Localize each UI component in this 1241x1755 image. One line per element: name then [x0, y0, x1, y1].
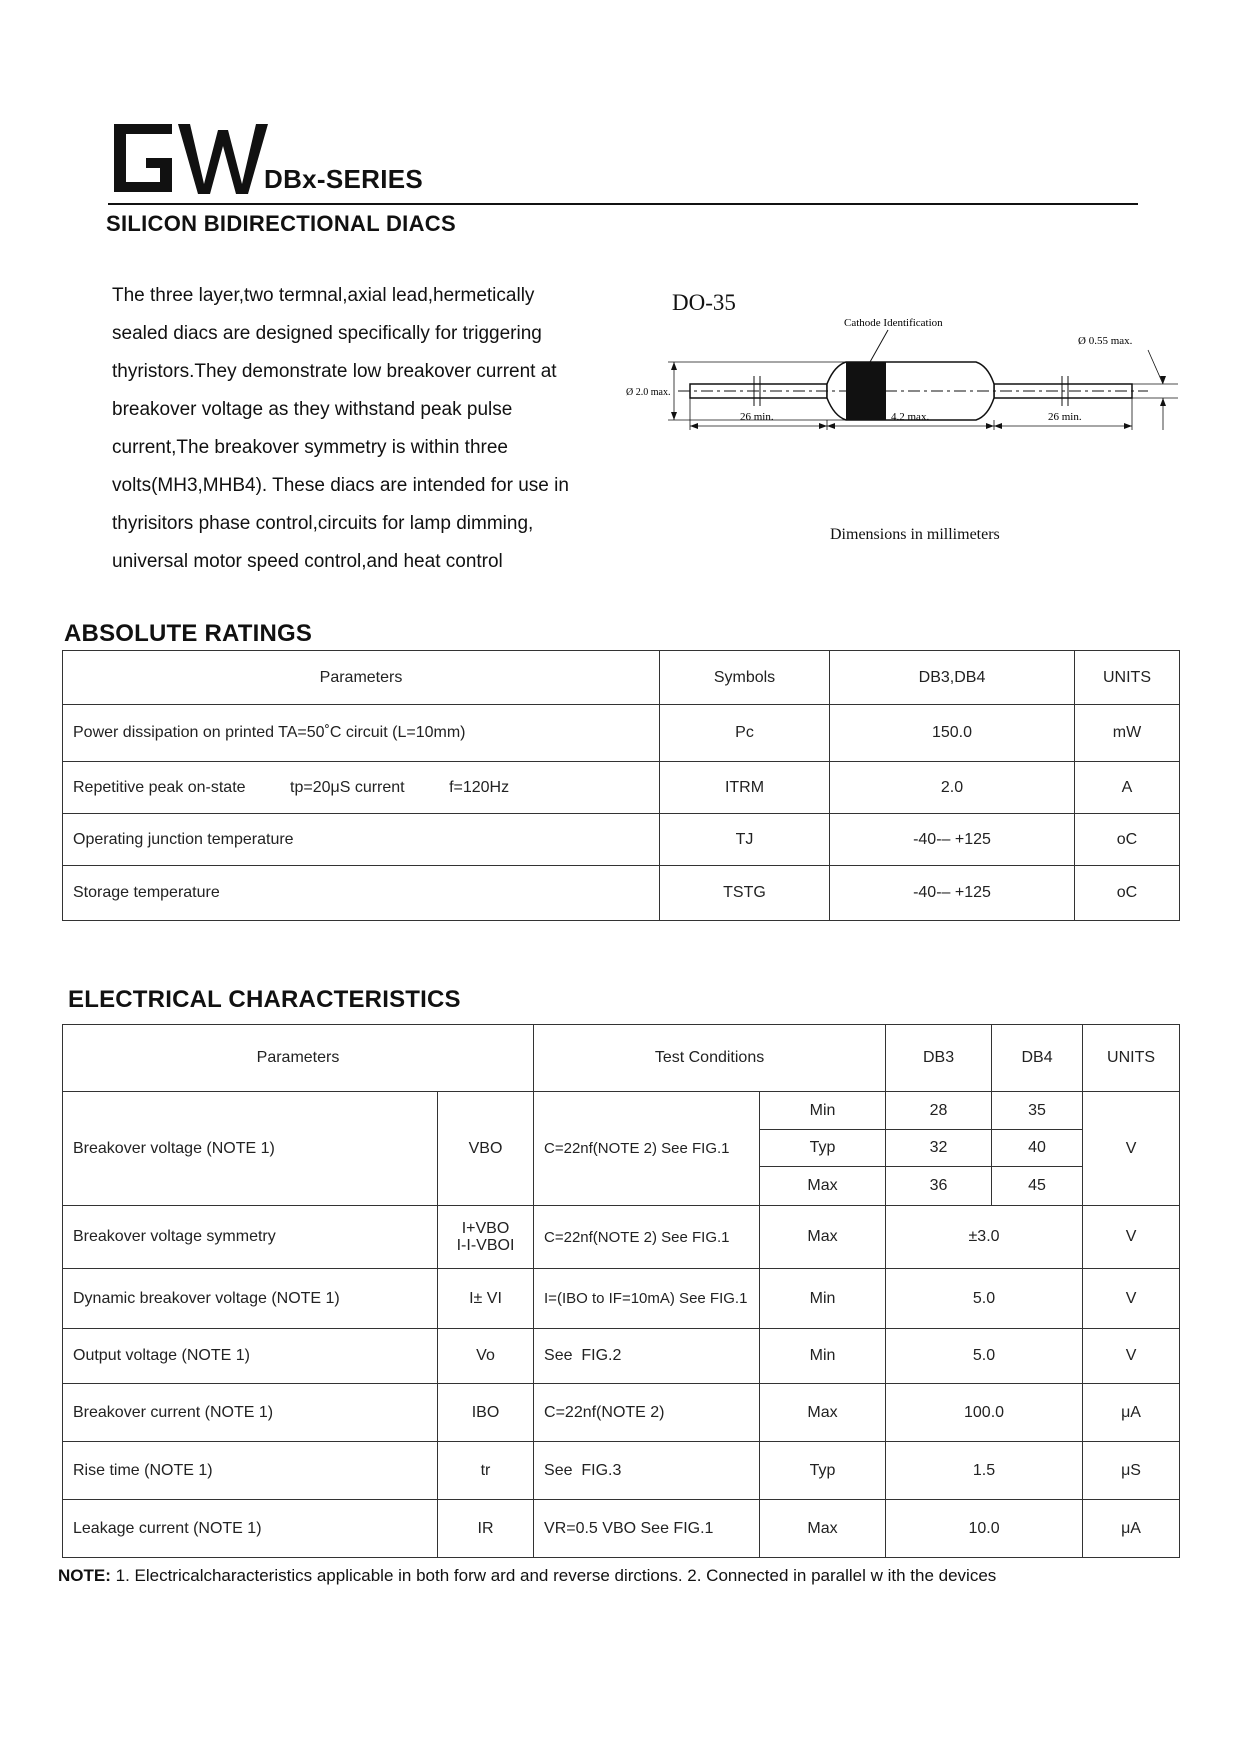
- unit-cell: mW: [1075, 705, 1180, 762]
- lead-diameter: Ø 0.55 max.: [1078, 335, 1133, 347]
- header-units: UNITS: [1075, 651, 1180, 705]
- condition-cell: C=22nf(NOTE 2) See FIG.1: [534, 1206, 760, 1269]
- type-cell: Typ: [760, 1442, 886, 1500]
- intro-line: breakover voltage as they withstand peak pulse: [112, 399, 513, 420]
- condition-cell: C=22nf(NOTE 2): [534, 1384, 760, 1442]
- unit-cell: A: [1075, 762, 1180, 814]
- symbol-cell: VBO: [438, 1092, 534, 1206]
- table-header-row: [63, 651, 1180, 705]
- type-cell: Min: [760, 1329, 886, 1384]
- value-cell: -40-– +125: [830, 866, 1075, 921]
- db3-cell: 36: [886, 1167, 992, 1206]
- intro-line: volts(MH3,MHB4). These diacs are intended for use in: [112, 475, 569, 496]
- electrical-characteristics-title: ELECTRICAL CHARACTERISTICS: [68, 986, 461, 1013]
- lead-length-left: 26 min.: [740, 411, 774, 423]
- condition-cell: I=(IBO to IF=10mA) See FIG.1: [534, 1269, 760, 1329]
- db3-cell: 32: [886, 1130, 992, 1167]
- condition-cell: See FIG.2: [534, 1329, 760, 1384]
- symbol-line: I-I-VBOI: [456, 1237, 515, 1254]
- type-cell: Max: [760, 1167, 886, 1206]
- header-parameters: Parameters: [63, 1025, 534, 1092]
- symbol-cell: tr: [438, 1442, 534, 1500]
- do35-package-diagram: [608, 310, 1188, 500]
- symbol-cell: ITRM: [660, 762, 830, 814]
- table-row: [63, 762, 1180, 814]
- header-units: UNITS: [1083, 1025, 1180, 1092]
- unit-cell: μA: [1083, 1384, 1180, 1442]
- type-cell: Min: [760, 1269, 886, 1329]
- body-diameter: Ø 2.0 max.: [626, 387, 671, 398]
- absolute-ratings-table: [62, 650, 1180, 921]
- symbol-cell: IBO: [438, 1384, 534, 1442]
- header-db3: DB3: [886, 1025, 992, 1092]
- type-cell: Max: [760, 1206, 886, 1269]
- symbol-line: I+VBO: [461, 1220, 510, 1237]
- lead-length-right: 26 min.: [1048, 411, 1082, 423]
- param-cell: Rise time (NOTE 1): [63, 1442, 438, 1500]
- dimensions-note: Dimensions in millimeters: [830, 526, 1000, 543]
- symbol-cell: TSTG: [660, 866, 830, 921]
- param-cell: Storage temperature: [63, 866, 660, 921]
- note-text: 1. Electricalcharacteristics applicable in both forw ard and reverse dirctions. 2. Connected in parallel w ith the devices: [110, 1566, 997, 1585]
- header-db4: DB4: [992, 1025, 1083, 1092]
- param-cell: Output voltage (NOTE 1): [63, 1329, 438, 1384]
- param-cell: Breakover voltage symmetry: [63, 1206, 438, 1269]
- condition-cell: VR=0.5 VBO See FIG.1: [534, 1500, 760, 1558]
- value-cell: -40-– +125: [830, 814, 1075, 866]
- package-name: DO-35: [672, 290, 736, 315]
- table-row: [63, 814, 1180, 866]
- condition-cell: C=22nf(NOTE 2) See FIG.1: [534, 1092, 760, 1206]
- unit-cell: V: [1083, 1329, 1180, 1384]
- page-subtitle: SILICON BIDIRECTIONAL DIACS: [106, 211, 456, 236]
- table-row: [63, 1500, 1180, 1558]
- table-row: [63, 1384, 1180, 1442]
- param-cell: Operating junction temperature: [63, 814, 660, 866]
- condition-cell: See FIG.3: [534, 1442, 760, 1500]
- cathode-label: Cathode Identification: [844, 317, 943, 329]
- symbol-cell: IR: [438, 1500, 534, 1558]
- type-cell: Max: [760, 1384, 886, 1442]
- unit-cell: μS: [1083, 1442, 1180, 1500]
- type-cell: Max: [760, 1500, 886, 1558]
- db4-cell: 35: [992, 1092, 1083, 1130]
- table-row: [63, 1092, 1180, 1130]
- unit-cell: V: [1083, 1269, 1180, 1329]
- db4-cell: 40: [992, 1130, 1083, 1167]
- table-row: [63, 866, 1180, 921]
- type-cell: Min: [760, 1092, 886, 1130]
- intro-line: sealed diacs are designed specifically for triggering: [112, 323, 542, 344]
- table-row: [63, 705, 1180, 762]
- note-label: NOTE:: [58, 1566, 111, 1585]
- unit-cell: V: [1083, 1092, 1180, 1206]
- header-rule: [108, 203, 1138, 205]
- header-test-conditions: Test Conditions: [534, 1025, 886, 1092]
- db4-cell: 45: [992, 1167, 1083, 1206]
- param-cell: Breakover current (NOTE 1): [63, 1384, 438, 1442]
- intro-line: universal motor speed control,and heat control: [112, 551, 503, 572]
- unit-cell: μA: [1083, 1500, 1180, 1558]
- value-cell: 100.0: [886, 1384, 1083, 1442]
- value-cell: 1.5: [886, 1442, 1083, 1500]
- value-cell: 2.0: [830, 762, 1075, 814]
- symbol-cell: Vo: [438, 1329, 534, 1384]
- footnote: [58, 1566, 996, 1586]
- symbol-cell: [438, 1206, 534, 1269]
- symbol-cell: Pc: [660, 705, 830, 762]
- header-parameters: Parameters: [63, 651, 660, 705]
- header-db3-db4: DB3,DB4: [830, 651, 1075, 705]
- body-length: 4.2 max.: [891, 411, 930, 423]
- table-row: [63, 1269, 1180, 1329]
- table-header-row: [63, 1025, 1180, 1092]
- series-title: DBx-SERIES: [264, 164, 424, 194]
- absolute-ratings-title: ABSOLUTE RATINGS: [64, 620, 313, 647]
- table-row: [63, 1442, 1180, 1500]
- value-cell: ±3.0: [886, 1206, 1083, 1269]
- value-cell: 5.0: [886, 1269, 1083, 1329]
- intro-line: current,The breakover symmetry is within three: [112, 437, 508, 458]
- value-cell: 150.0: [830, 705, 1075, 762]
- unit-cell: oC: [1075, 866, 1180, 921]
- symbol-cell: TJ: [660, 814, 830, 866]
- symbol-cell: I± VI: [438, 1269, 534, 1329]
- db3-cell: 28: [886, 1092, 992, 1130]
- intro-line: thyristors.They demonstrate low breakover current at: [112, 361, 557, 382]
- value-cell: 10.0: [886, 1500, 1083, 1558]
- table-row: [63, 1329, 1180, 1384]
- unit-cell: oC: [1075, 814, 1180, 866]
- unit-cell: V: [1083, 1206, 1180, 1269]
- param-cell: Dynamic breakover voltage (NOTE 1): [63, 1269, 438, 1329]
- param-cell: Repetitive peak on-state tp=20μS current f=120Hz: [63, 762, 660, 814]
- param-cell: Breakover voltage (NOTE 1): [63, 1092, 438, 1206]
- gw-logo: [110, 118, 270, 198]
- table-row: [63, 1206, 1180, 1269]
- intro-line: thyrisitors phase control,circuits for lamp dimming,: [112, 513, 534, 534]
- value-cell: 5.0: [886, 1329, 1083, 1384]
- electrical-characteristics-table: [62, 1024, 1180, 1558]
- param-cell: Leakage current (NOTE 1): [63, 1500, 438, 1558]
- intro-paragraph: [112, 277, 612, 581]
- param-cell: Power dissipation on printed TA=50˚C circuit (L=10mm): [63, 705, 660, 762]
- type-cell: Typ: [760, 1130, 886, 1167]
- header-symbols: Symbols: [660, 651, 830, 705]
- intro-line: The three layer,two termnal,axial lead,hermetically: [112, 285, 535, 306]
